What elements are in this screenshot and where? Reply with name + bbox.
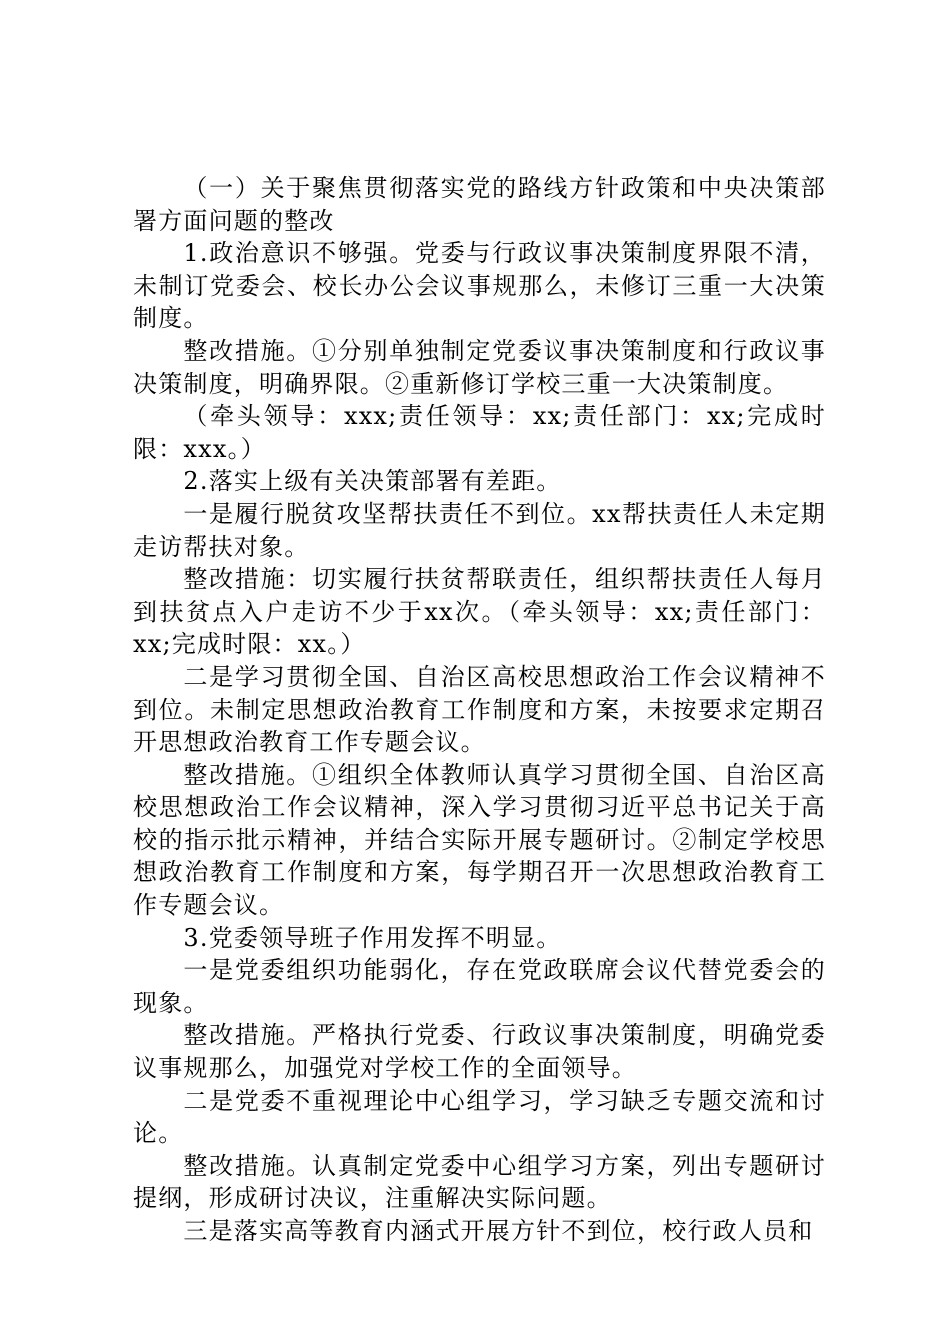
issue-item: 2.落实上级有关决策部署有差距。 <box>183 467 562 496</box>
rectification-measures: 整改措施。严格执行党委、行政议事决策制度，明确党委议事规那么，加强党对学校工作的全面领导。 <box>133 1021 826 1083</box>
sub-issue: 一是党委组织功能弱化，存在党政联席会议代替党委会的现象。 <box>133 956 826 1017</box>
rectification-measures: 整改措施。认真制定党委中心组学习方案，列出专题研讨提纲，形成研讨决议，注重解决实际问题。 <box>133 1151 826 1213</box>
rectification-measures: 整改措施。①分别单独制定党委议事决策制度和行政议事决策制度，明确界限。②重新修订学校三重一大决策制度。 <box>133 336 826 398</box>
sub-issue: 二是学习贯彻全国、自治区高校思想政治工作会议精神不到位。未制定思想政治教育工作制度和方案，未按要求定期召开思想政治教育工作专题会议。 <box>133 662 826 757</box>
responsibility-note: （牵头领导：xxx;责任领导：xx;责任部门：xx;完成时限：xxx。） <box>133 402 826 463</box>
issue-item: 1.政治意识不够强。党委与行政议事决策制度界限不清，未制订党委会、校长办公会议事规那么，未修订三重一大决策制度。 <box>133 239 826 333</box>
section-heading: （一）关于聚焦贯彻落实党的路线方针政策和中央决策部署方面问题的整改 <box>133 174 826 235</box>
sub-issue: 三是落实高等教育内涵式开展方针不到位，校行政人员和 <box>183 1217 814 1245</box>
issue-item: 3.党委领导班子作用发挥不明显。 <box>183 923 562 952</box>
sub-issue: 二是党委不重视理论中心组学习，学习缺乏专题交流和讨论。 <box>133 1086 826 1148</box>
rectification-measures: 整改措施。①组织全体教师认真学习贯彻全国、自治区高校思想政治工作会议精神，深入学习贯彻习近平总书记关于高校的指示批示精神，并结合实际开展专题研讨。②制定学校思想政治教育工作制度和方案，每学期召开一次思想政治教育工作专题会议。 <box>133 760 826 920</box>
rectification-measures: 整改措施：切实履行扶贫帮联责任，组织帮扶责任人每月到扶贫点入户走访不少于xx次。（牵头领导：xx;责任部门：xx;完成时限：xx。） <box>133 565 826 659</box>
document-body <box>133 172 826 1248</box>
sub-issue: 一是履行脱贫攻坚帮扶责任不到位。xx帮扶责任人未定期走访帮扶对象。 <box>133 499 826 561</box>
